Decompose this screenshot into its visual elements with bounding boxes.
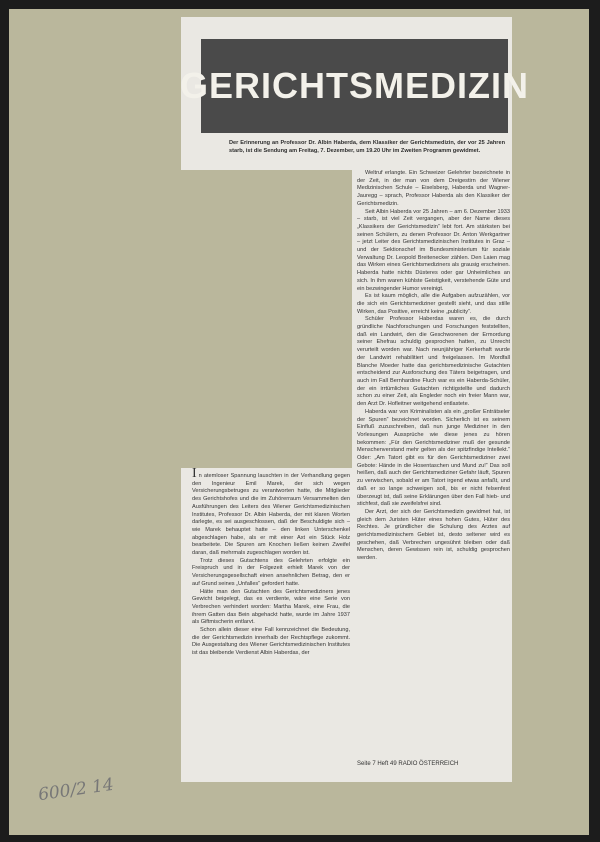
clipping-cutout xyxy=(181,170,352,468)
paragraph: Schon allein dieser eine Fall kennzeichnet die Bedeutung, die der Gerichtsmedizin innerhalb der Rechtspflege zukommt. Die Ausgestaltung des Wiener Gerichtsmedizinischen Institutes ist das bleibende Verdienst Albin Haberdas, der xyxy=(192,627,350,657)
left-column xyxy=(192,466,350,658)
paragraph-first xyxy=(192,466,350,558)
paragraph: Seit Albin Haberda vor 25 Jahren – am 6. Dezember 1933 – starb, ist viel Zeit vergangen, aber der Name dieses „Klassikers der Gerichtsmedizin“ lebt fort. Am stärksten bei seinen Schülern, zu denen Professor Dr. Anton Werkgartner – jetzt Leiter des Gerichtsmedizinischen Institutes in Graz – und der Sektionschef im Bundesministerium für soziale Verwaltung Dr. Leopold Breitenecker zählen. Den Laien mag das Wirken eines Gerichtsmediziners als grausig erscheinen. Haberda hatte nichts Düsteres oder gar Unheimliches an sich. In ihm waren kühlste Geistigkeit, verstehende Güte und ein bezwingender Humor vereinigt. xyxy=(357,208,510,292)
paragraph: Weltruf erlangte. Ein Schweizer Gelehrter bezeichnete in der Zeit, in der man von dem Dreigestirn der Wiener Medizinischen Schule – Eiselsberg, Haberda und Wagner-Jauregg – sprach, Professor Haberda als den Klassiker der Gerichtsmedizin. xyxy=(357,170,510,207)
paragraph: Es ist kaum möglich, alle die Aufgaben aufzuzählen, vor die sich ein Gerichtsmediziner gestellt sieht, und das stille Wirken, das Positive, erreicht keine „publicity“. xyxy=(357,293,510,315)
headline-banner xyxy=(180,39,530,133)
paragraph-text: n atemloser Spannung lauschten in der Verhandlung gegen den Ingenieur Emil Marek, der sich wegen Versicherungsbetruges zu verantworten hatte, die Mitglieder des Gerichtshofes und die im Zuhörerraum Versammelten den Ausführungen des Leiters des Wiener Gerichtsmedizinischen Institutes, Professor Dr. Albin Haberda, der mit klaren Worten darlegte, es sei ausgeschlossen, daß der Beschuldigte sich – wie Marek behauptet hatte – den linken Unterschenkel abgeschlagen habe, als er mit einer Axt ein Stück Holz bearbeitete. Die Spuren am Knochen ließen keinen Zweifel daran, daß mehrmals zugeschlagen worden ist. xyxy=(192,473,350,557)
paragraph: Trotz dieses Gutachtens des Gelehrten erfolgte ein Freispruch und in der Folgezeit erhielt Marek von der Versicherungsgesellschaft einen ansehnlichen Betrag, den er auf Grund seines „Unfalles“ gefordert hatte. xyxy=(192,557,350,587)
paragraph: Schüler Professor Haberdas waren es, die durch gründliche Nachforschungen und Forschungen feststellten, daß ein Landwirt, den die Geschworenen der Ermordung seiner Ehefrau schuldig gesprochen hatten, zu Unrecht verurteilt worden war. Nach neunjähriger Kerkerhaft wurde der Landwirt rehabilitiert und freigelassen. Im Mordfall Blanche Moeder hatte das gerichtsmedizinische Gutachten entscheidend zur Ausforschung des Täters beigetragen, und auch im Fall Bernhardine Fluch war es ein Haberda-Schüler, der ein irrtümliches Gutachten richtigstellte und dadurch schon zu einer Zeit, als Engleder noch ein freier Mann war, den Arzt Dr. Hofleitner weitgehend entlastete. xyxy=(357,316,510,408)
paragraph: Hätte man den Gutachten des Gerichtsmediziners jenes Gewicht beigelegt, das es verdiente, wäre eine Serie von Verbrechen verhindert worden: Martha Marek, eine Frau, die ihrem Gatten das Bein abgehackt hatte, wurde im Jahre 1937 als Giftmischerin entlarvt. xyxy=(192,588,350,626)
page-footer: Seite 7 Heft 49 RADIO ÖSTERREICH xyxy=(357,761,459,767)
right-column xyxy=(357,170,510,563)
paragraph: Haberda war von Kriminalisten als ein „großer Enträtseler der Spuren“ bezeichnet worden. Sicherlich ist es seinem Einfluß zuzuschreiben, daß nun junge Mediziner in den Vorlesungen Aussprüche wie diese jenes zu hören bekommen: „Für den Gerichtsmediziner muß der gesunde Menschenverstand mehr gelten als der spitzfindige Intellekt.“ Oder: „Am Tatort gibt es für den Gerichtsmediziner zwei Gebote: Hände in die Hosentaschen und Mund zu!“ Das soll heißen, daß auch der Gerichtsmediziner Gefahr läuft, Spuren zu verwischen, sobald er am Tatort irgend etwas anfaßt, und daß er so lange schweigen soll, bis er nicht felsenfest überzeugt ist, daß seine Erklärungen über den Fall hieb- und stichfest, daß sie zweifelsfrei sind. xyxy=(357,408,510,508)
pencil-annotation: 600/2 14 xyxy=(36,774,116,806)
paragraph: Der Arzt, der sich der Gerichtsmedizin gewidmet hat, ist gleich dem Juristen Hüter eines hohen Gutes, Hüter des Rechtes. Je gründlicher die Schulung des Arztes auf gerichtsmedizinischem Gebiet ist, desto seltener wird es geschehen, daß Verbrechen ungesühnt bleiben oder daß Menschen, deren Gewissen rein ist, schuldig gesprochen werden. xyxy=(357,508,510,562)
headline: GERICHTSMEDIZIN xyxy=(180,65,530,106)
intro-text: Der Erinnerung an Professor Dr. Albin Haberda, dem Klassiker der Gerichtsmedizin, der vor 25 Jahren starb, ist die Sendung am Freitag, 7. Dezember, um 19.20 Uhr im Zweiten Programm gewidmet. xyxy=(229,140,505,154)
drop-cap: I xyxy=(192,466,197,481)
